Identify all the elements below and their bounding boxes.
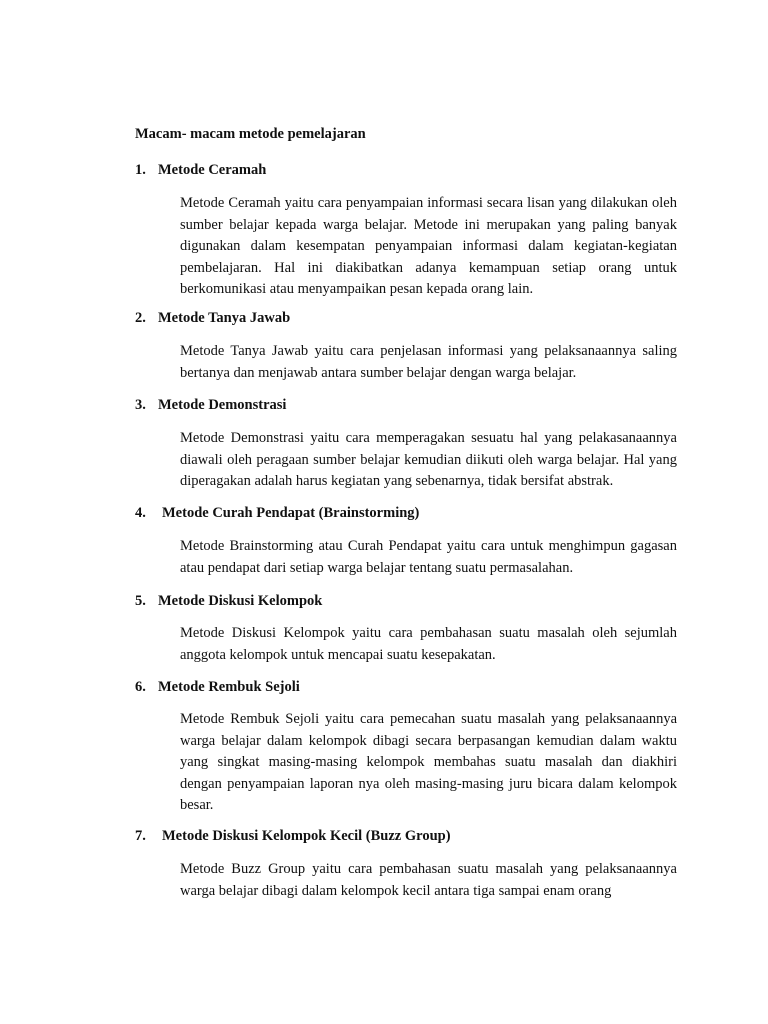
section-title: Metode Curah Pendapat (Brainstorming) bbox=[162, 505, 420, 521]
section-heading-2 bbox=[135, 308, 290, 328]
section-heading-4 bbox=[135, 503, 419, 523]
section-number: 3. bbox=[135, 397, 146, 413]
section-heading-3 bbox=[135, 395, 286, 415]
section-number: 7. bbox=[135, 828, 146, 844]
section-heading-7 bbox=[135, 826, 451, 846]
section-title: Metode Tanya Jawab bbox=[158, 310, 291, 326]
section-heading-1 bbox=[135, 160, 266, 180]
section-number: 5. bbox=[135, 593, 146, 609]
section-number: 4. bbox=[135, 505, 146, 521]
section-body-7: Metode Buzz Group yaitu cara pembahasan suatu masalah yang pelaksanaannya warga belajar dibagi dalam kelompok kecil antara tiga sampai enam orang bbox=[180, 861, 677, 899]
section-body-3: Metode Demonstrasi yaitu cara memperagakan sesuatu hal yang pelakasanaannya diawali oleh peragaan sumber belajar kemudian diikuti oleh warga belajar. Hal yang diperagakan adalah harus kegiatan yang sebenarnya, tidak bersifat abstrak. bbox=[180, 430, 677, 489]
section-title: Metode Demonstrasi bbox=[158, 397, 287, 413]
section-title: Metode Ceramah bbox=[158, 162, 267, 178]
section-number: 1. bbox=[135, 162, 146, 178]
section-heading-6 bbox=[135, 677, 300, 697]
section-heading-5 bbox=[135, 591, 322, 611]
section-number: 2. bbox=[135, 310, 146, 326]
section-body-5: Metode Diskusi Kelompok yaitu cara pembahasan suatu masalah oleh sejumlah anggota kelompok untuk mencapai suatu kesepakatan. bbox=[180, 625, 677, 663]
section-title: Metode Diskusi Kelompok Kecil (Buzz Group) bbox=[162, 828, 451, 844]
section-number: 6. bbox=[135, 679, 146, 695]
section-title: Metode Diskusi Kelompok bbox=[158, 593, 323, 609]
section-body-2: Metode Tanya Jawab yaitu cara penjelasan informasi yang pelaksanaannya saling bertanya dan menjawab antara sumber belajar dengan warga belajar. bbox=[180, 343, 677, 381]
section-body-1: Metode Ceramah yaitu cara penyampaian informasi secara lisan yang dilakukan oleh sumber belajar kepada warga belajar. Metode ini merupakan yang paling banyak digunakan dalam kesempatan penyampaian informasi dalam kegiatan-kegiatan pembelajaran. Hal ini diakibatkan adanya kemampuan setiap orang untuk berkomunikasi atau menyampaikan pesan kepada orang lain. bbox=[180, 195, 677, 297]
section-title: Metode Rembuk Sejoli bbox=[158, 679, 300, 695]
section-body-6: Metode Rembuk Sejoli yaitu cara pemecahan suatu masalah yang pelaksanaannya warga belajar dalam kelompok dibagi secara berpasangan kemudian dalam waktu yang singkat masing-masing kelompok membahas suatu masalah dan diakhiri dengan penyampaian laporan nya oleh masing-masing juru bicara dalam kelompok besar. bbox=[180, 711, 677, 813]
section-body-4: Metode Brainstorming atau Curah Pendapat yaitu cara untuk menghimpun gagasan atau pendapat dari setiap warga belajar tentang suatu permasalahan. bbox=[180, 538, 677, 576]
document-title: Macam- macam metode pemelajaran bbox=[135, 126, 366, 142]
